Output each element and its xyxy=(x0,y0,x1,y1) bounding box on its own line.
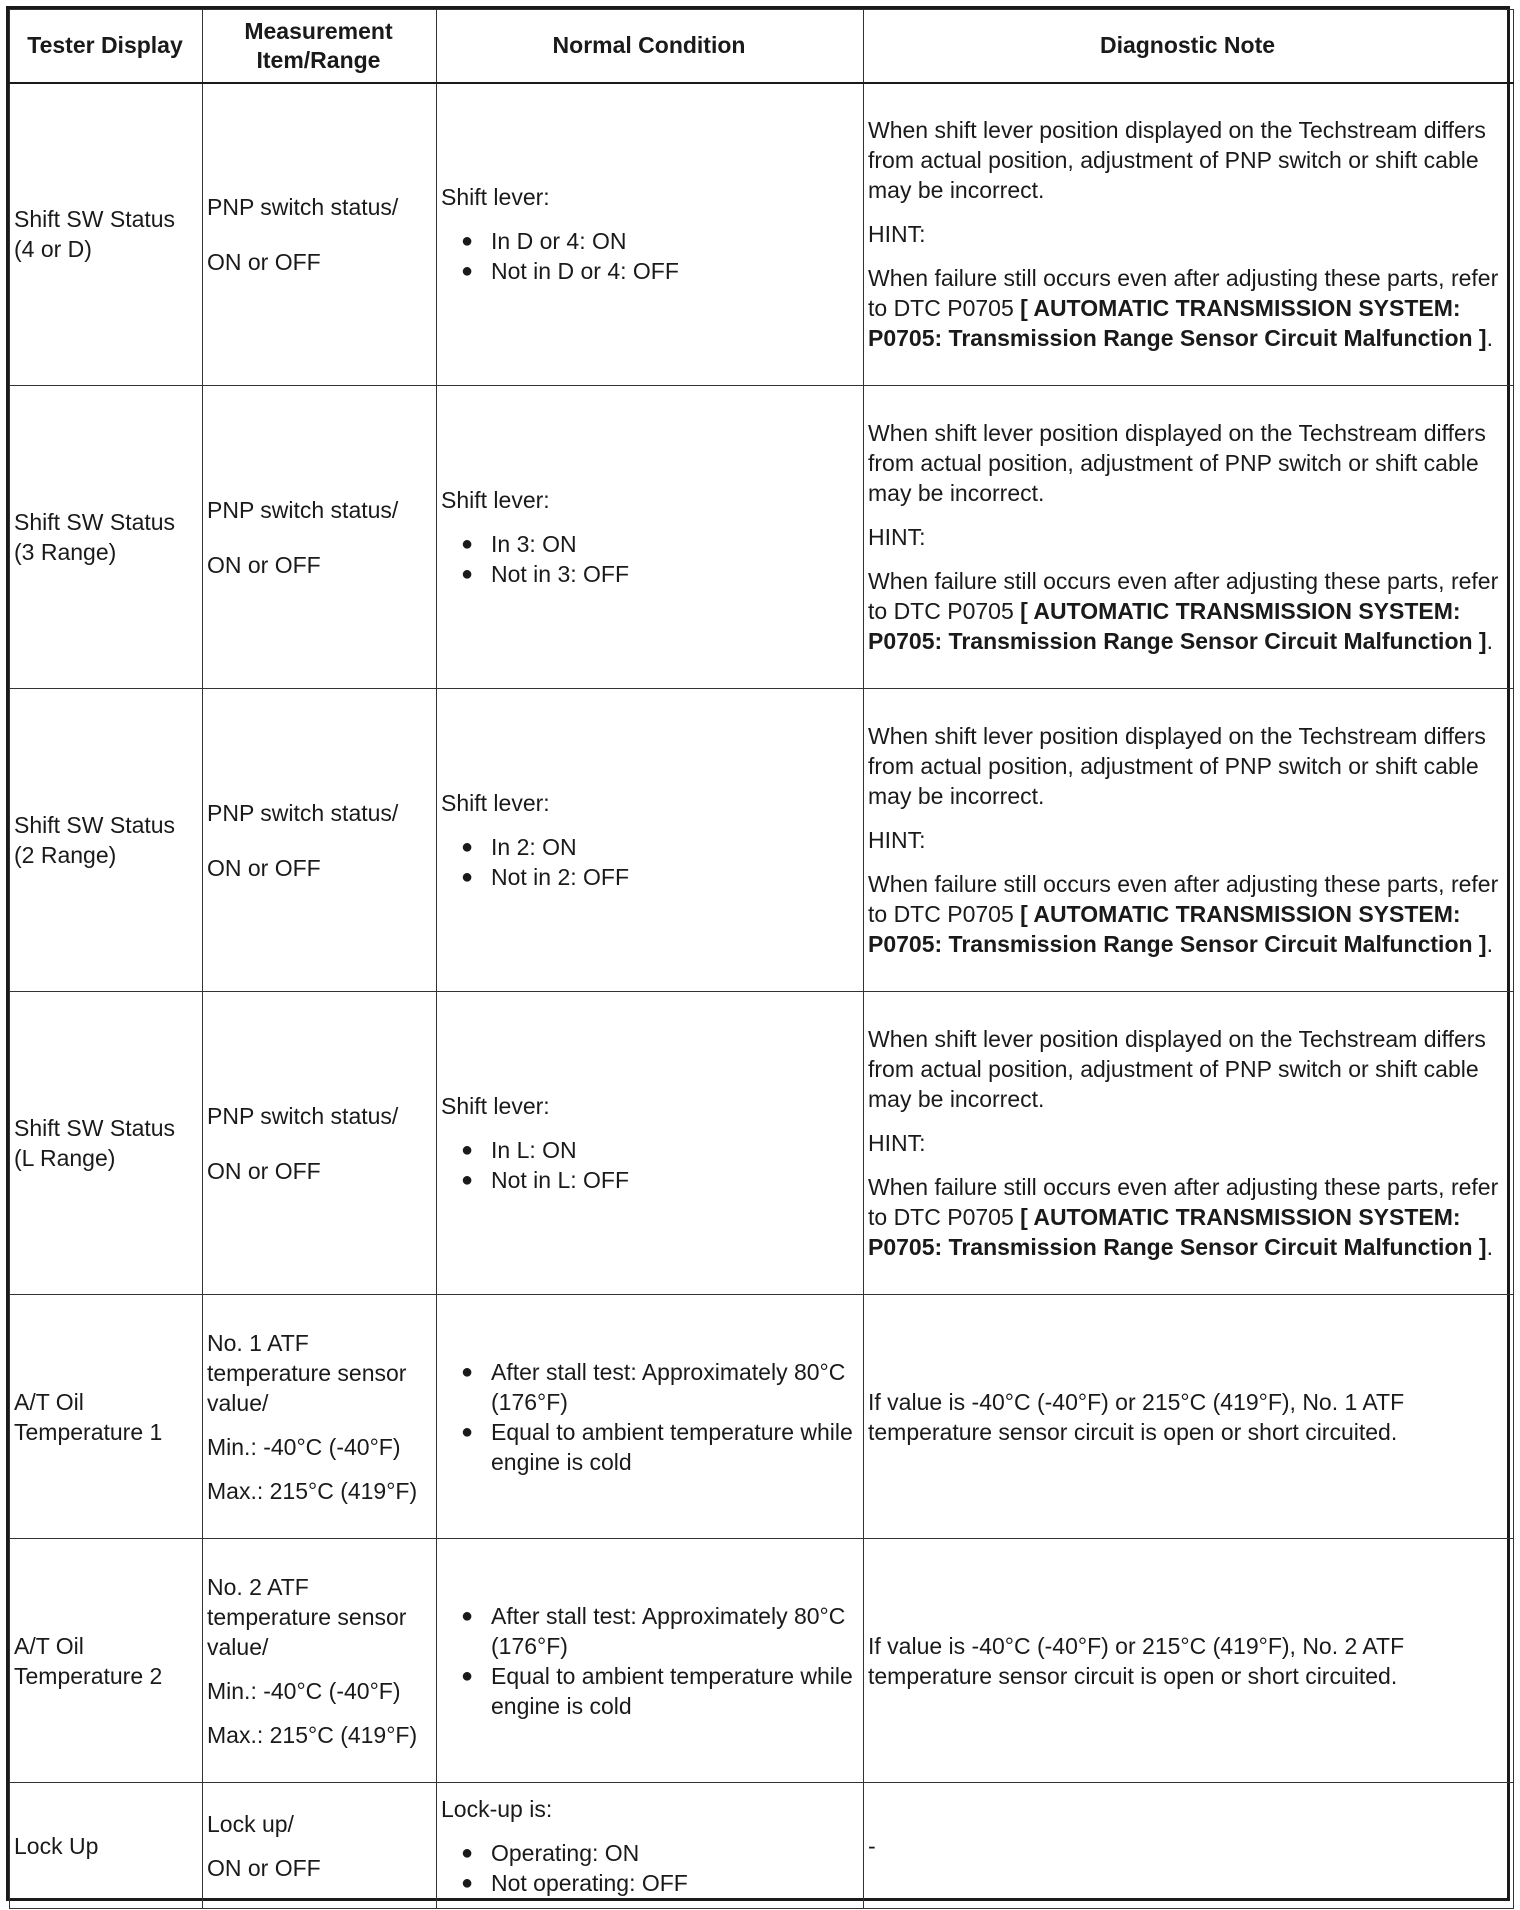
table-row xyxy=(10,1539,1514,1783)
normal-condition-list xyxy=(441,1601,857,1721)
tester-display-cell: Shift SW Status (3 Range) xyxy=(10,386,203,689)
list-item: ● In 2: ON xyxy=(461,832,857,862)
diagnostic-note-cell xyxy=(864,83,1514,386)
header-normal-condition: Normal Condition xyxy=(437,10,864,83)
diagnostic-note-cell xyxy=(864,992,1514,1295)
note-detail xyxy=(868,1172,1507,1262)
tester-display-cell: Shift SW Status (4 or D) xyxy=(10,83,203,386)
normal-condition-cell xyxy=(437,1783,864,1909)
normal-condition-list xyxy=(441,529,857,589)
measurement-cell xyxy=(203,689,437,992)
list-item: ● Not in L: OFF xyxy=(461,1165,857,1195)
normal-condition-intro: Shift lever: xyxy=(441,790,550,816)
diagnostic-note-cell: If value is -40°C (-40°F) or 215°C (419°F), No. 1 ATF temperature sensor circuit is open or short circuited. xyxy=(864,1295,1514,1539)
header-diagnostic-note: Diagnostic Note xyxy=(864,10,1514,83)
note-end: . xyxy=(1486,325,1493,352)
tester-display-cell: Shift SW Status (2 Range) xyxy=(10,689,203,992)
dtc-reference-link[interactable]: [ AUTOMATIC TRANSMISSION SYSTEM: P0705: Transmission Range Sensor Circuit Malfunction ] xyxy=(868,1204,1487,1260)
normal-condition-cell xyxy=(437,1539,864,1783)
list-item: ● After stall test: Approximately 80°C (176°F) xyxy=(461,1357,857,1417)
measurement-range: ON or OFF xyxy=(207,1854,321,1881)
list-item: ● In D or 4: ON xyxy=(461,226,857,256)
note-detail xyxy=(868,869,1507,959)
normal-condition-cell xyxy=(437,1295,864,1539)
measurement-item: No. 2 ATF temperature sensor value/ xyxy=(207,1573,407,1660)
dtc-reference-link[interactable]: [ AUTOMATIC TRANSMISSION SYSTEM: P0705: Transmission Range Sensor Circuit Malfunction ] xyxy=(868,598,1487,654)
tester-display-cell: A/T Oil Temperature 2 xyxy=(10,1539,203,1783)
table-row xyxy=(10,1783,1514,1909)
tester-display-cell: A/T Oil Temperature 1 xyxy=(10,1295,203,1539)
table-row xyxy=(10,386,1514,689)
list-item: ● In L: ON xyxy=(461,1135,857,1165)
data-list-table xyxy=(9,9,1514,1909)
measurement-cell xyxy=(203,1295,437,1539)
measurement-max: Max.: 215°C (419°F) xyxy=(207,1477,418,1504)
table-row xyxy=(10,1295,1514,1539)
measurement-min: Min.: -40°C (-40°F) xyxy=(207,1433,401,1460)
hint-label: HINT: xyxy=(868,221,926,248)
measurement-item: No. 1 ATF temperature sensor value/ xyxy=(207,1329,407,1416)
diagnostic-note-cell: If value is -40°C (-40°F) or 215°C (419°F), No. 2 ATF temperature sensor circuit is open or short circuited. xyxy=(864,1539,1514,1783)
measurement-range: ON or OFF xyxy=(207,1157,321,1184)
measurement-cell xyxy=(203,386,437,689)
list-item: ● Operating: ON xyxy=(461,1838,857,1868)
note-intro: When shift lever position displayed on the Techstream differs from actual position, adjustment of PNP switch or shift cable may be incorrect. xyxy=(868,117,1486,204)
normal-condition-cell xyxy=(437,689,864,992)
list-item: ● Not in 3: OFF xyxy=(461,559,857,589)
note-text: When failure still occurs even after adjusting these parts, refer to DTC P0705 xyxy=(868,871,1499,927)
measurement-item: PNP switch status/ xyxy=(207,1102,399,1129)
header-tester-display: Tester Display xyxy=(10,10,203,83)
note-intro: When shift lever position displayed on the Techstream differs from actual position, adjustment of PNP switch or shift cable may be incorrect. xyxy=(868,723,1486,809)
normal-condition-intro: Shift lever: xyxy=(441,487,550,513)
diagnostic-note-cell xyxy=(864,386,1514,689)
measurement-item: PNP switch status/ xyxy=(207,193,399,220)
list-item: ● In 3: ON xyxy=(461,529,857,559)
note-intro: When shift lever position displayed on the Techstream differs from actual position, adjustment of PNP switch or shift cable may be incorrect. xyxy=(868,420,1486,506)
normal-condition-intro: Shift lever: xyxy=(441,184,550,211)
measurement-item: PNP switch status/ xyxy=(207,496,399,523)
measurement-item: Lock up/ xyxy=(207,1810,294,1837)
diagnostic-data-table-frame xyxy=(6,6,1510,1901)
note-end: . xyxy=(1486,628,1493,654)
list-item: ● Equal to ambient temperature while engine is cold xyxy=(461,1417,857,1477)
normal-condition-list xyxy=(441,226,857,286)
list-item: ● Not operating: OFF xyxy=(461,1868,857,1898)
normal-condition-intro: Lock-up is: xyxy=(441,1795,553,1822)
hint-label: HINT: xyxy=(868,827,926,853)
note-detail xyxy=(868,263,1507,353)
header-row xyxy=(10,10,1514,83)
table-row xyxy=(10,689,1514,992)
note-detail xyxy=(868,566,1507,656)
measurement-range: ON or OFF xyxy=(207,248,321,275)
diagnostic-note-cell xyxy=(864,689,1514,992)
list-item: ● Equal to ambient temperature while engine is cold xyxy=(461,1661,857,1721)
normal-condition-cell xyxy=(437,83,864,386)
list-item: ● After stall test: Approximately 80°C (176°F) xyxy=(461,1601,857,1661)
note-text: When failure still occurs even after adjusting these parts, refer to DTC P0705 xyxy=(868,568,1499,624)
normal-condition-list xyxy=(441,1838,857,1898)
note-end: . xyxy=(1486,1234,1493,1260)
tester-display-cell: Lock Up xyxy=(10,1783,203,1909)
measurement-range: ON or OFF xyxy=(207,854,321,881)
normal-condition-cell xyxy=(437,386,864,689)
hint-label: HINT: xyxy=(868,1130,926,1156)
measurement-max: Max.: 215°C (419°F) xyxy=(207,1721,418,1748)
dtc-reference-link[interactable]: [ AUTOMATIC TRANSMISSION SYSTEM: P0705: Transmission Range Sensor Circuit Malfunction ] xyxy=(868,901,1487,957)
header-measurement-item: Measurement Item/Range xyxy=(203,10,437,83)
normal-condition-list xyxy=(441,1135,857,1195)
normal-condition-list xyxy=(441,1357,857,1477)
list-item: ● Not in 2: OFF xyxy=(461,862,857,892)
note-intro: When shift lever position displayed on the Techstream differs from actual position, adjustment of PNP switch or shift cable may be incorrect. xyxy=(868,1026,1486,1112)
measurement-min: Min.: -40°C (-40°F) xyxy=(207,1677,401,1704)
normal-condition-cell xyxy=(437,992,864,1295)
hint-label: HINT: xyxy=(868,524,926,550)
measurement-cell xyxy=(203,992,437,1295)
dtc-reference-link[interactable]: [ AUTOMATIC TRANSMISSION SYSTEM: P0705: Transmission Range Sensor Circuit Malfunction ] xyxy=(868,295,1487,352)
measurement-range: ON or OFF xyxy=(207,551,321,578)
note-end: . xyxy=(1486,931,1493,957)
table-row xyxy=(10,992,1514,1295)
measurement-cell xyxy=(203,1783,437,1909)
list-item: ● Not in D or 4: OFF xyxy=(461,256,857,286)
table-row xyxy=(10,83,1514,386)
diagnostic-note-cell: - xyxy=(864,1783,1514,1909)
measurement-item: PNP switch status/ xyxy=(207,799,399,826)
measurement-cell xyxy=(203,1539,437,1783)
normal-condition-intro: Shift lever: xyxy=(441,1093,550,1119)
note-text: When failure still occurs even after adjusting these parts, refer to DTC P0705 xyxy=(868,265,1499,322)
note-text: When failure still occurs even after adjusting these parts, refer to DTC P0705 xyxy=(868,1174,1499,1230)
tester-display-cell: Shift SW Status (L Range) xyxy=(10,992,203,1295)
normal-condition-list xyxy=(441,832,857,892)
measurement-cell xyxy=(203,83,437,386)
